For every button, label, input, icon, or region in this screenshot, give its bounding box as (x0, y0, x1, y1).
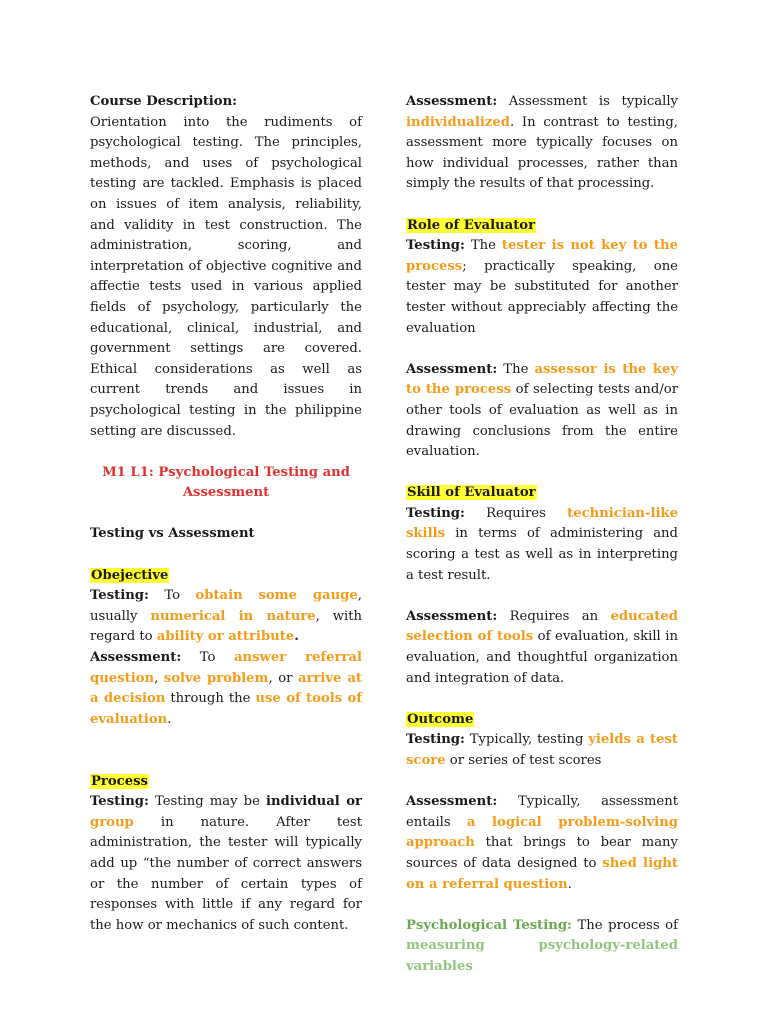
skill-assessment: Assessment: Requires an educated selection of tools of evaluation, skill in evaluation, and thoughtful organization and integration of data. (406, 608, 679, 686)
process-testing: Testing: Testing may be individual or group in nature. After test administration, the tester will typically add up “the number of correct answers or the number of certain types of responses with little if any regard for the how or mechanics of such content. (90, 794, 362, 933)
module-title: M1 L1: Psychological Testing and Assessment (102, 464, 350, 501)
outcome-testing: Testing: Typically, testing yields a test score or series of test scores (406, 732, 678, 768)
outcome-assessment: Assessment: Typically, assessment entails a logical problem-solving approach that brings to bear many sources of data designed to shed light on a referral question. (406, 794, 679, 892)
left-column (90, 92, 362, 936)
objective-heading: Obejective (91, 567, 169, 583)
skill-heading: Skill of Evaluator (407, 485, 536, 501)
role-assessment: Assessment: The assessor is the key to the process of selecting tests and/or other tools of evaluation as well as in drawing conclusions from the entire evaluation. (406, 361, 678, 460)
objective-testing: Testing: To obtain some gauge, usually numerical in nature, with regard to ability or attribute. (90, 588, 363, 645)
right-column (406, 92, 678, 978)
skill-testing: Testing: Requires technician-like skills in terms of administering and scoring a test as well as in interpreting a test result. (406, 505, 678, 583)
outcome-heading: Outcome (407, 711, 474, 727)
role-heading: Role of Evaluator (407, 217, 536, 233)
role-testing: Testing: The tester is not key to the process; practically speaking, one tester may be substituted for another tester without appreciably affecting the evaluation (406, 238, 678, 336)
objective-assessment: Assessment: To answer referral question, solve problem, or arrive at a decision through the use of tools of evaluation. (90, 650, 363, 727)
course-heading: Course Description: (90, 94, 238, 109)
process-heading: Process (91, 773, 148, 789)
section-subheading: Testing vs Assessment (90, 526, 255, 542)
process-assessment: Assessment: Assessment is typically individualized. In contrast to testing, assessment more typically focuses on how individual processes, rather than simply the results of that processing. (406, 94, 678, 192)
course-description: Orientation into the rudiments of psychological testing. The principles, methods, and uses of psychological testing are tackled. Emphasis is placed on issues of item analysis, reliability, and validity in test construction. The administration, scoring, and interpretation of objective cognitive and affectie tests used in various applied fields of psychology, particularly the educational, clinical, industrial, and government settings are covered. Ethical considerations as well as current trends and issues in psychological testing in the philippine setting are discussed. (90, 114, 362, 439)
psychological-testing-definition: Psychological Testing: The process of measuring psychology-related variables (406, 917, 678, 974)
